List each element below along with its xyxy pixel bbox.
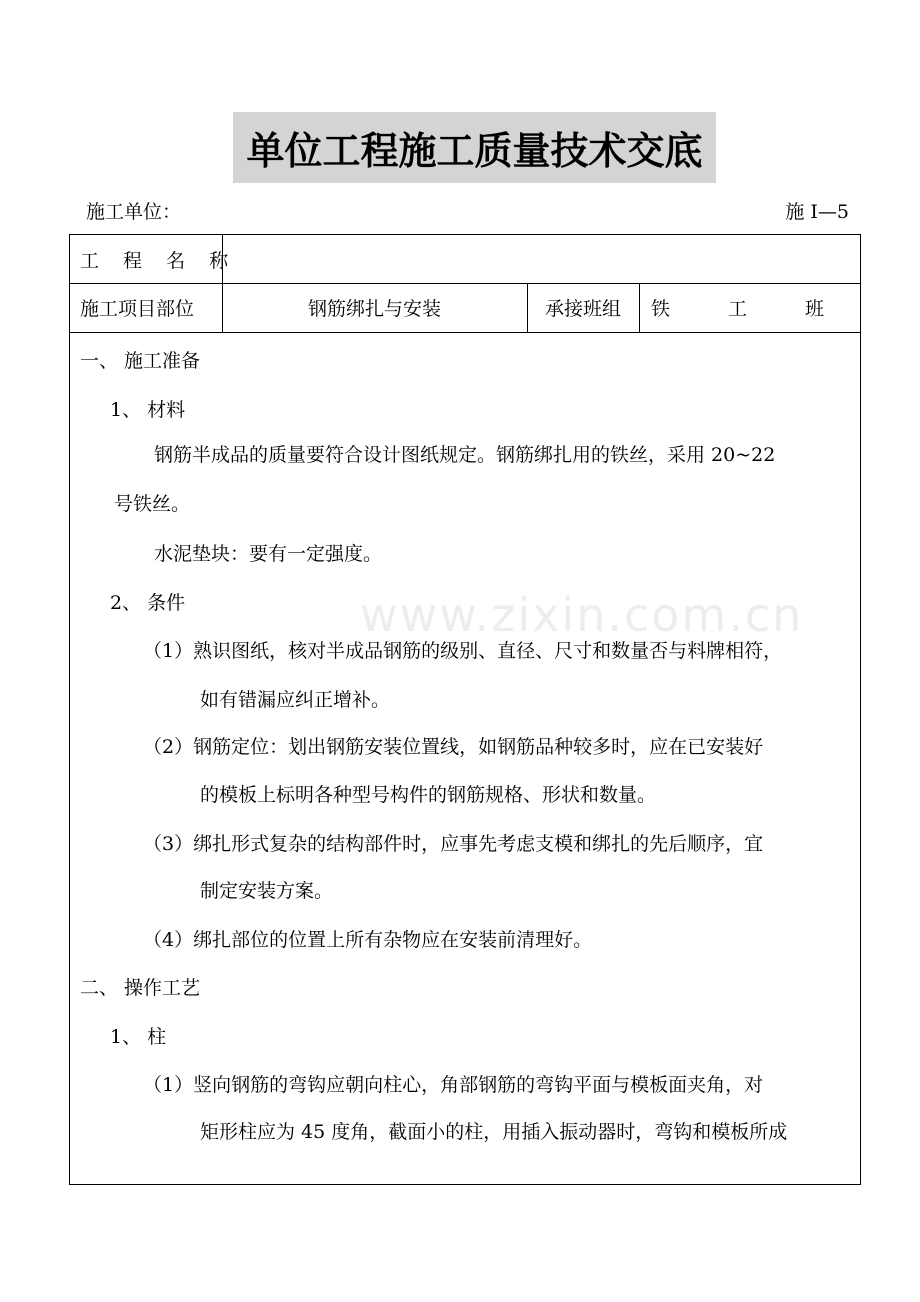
paragraph-line: 钢筋半成品的质量要符合设计图纸规定。钢筋绑扎用的铁丝，采用 20~22 — [154, 444, 776, 466]
list-item: （1）竖向钢筋的弯钩应朝向柱心，角部钢筋的弯钩平面与模板面夹角，对 — [143, 1074, 764, 1096]
project-part-value: 钢筋绑扎与安装 — [307, 298, 441, 320]
list-item-continued: 制定安装方案。 — [200, 880, 334, 902]
form-code: 施 I—5 — [785, 201, 849, 223]
list-item: （1）熟识图纸，核对半成品钢筋的级别、直径、尺寸和数量否与料牌相符， — [143, 640, 783, 662]
paragraph-line: 水泥垫块：要有一定强度。 — [154, 543, 383, 565]
document-title: 单位工程施工质量技术交底 — [246, 129, 703, 173]
construction-unit-label: 施工单位： — [86, 201, 182, 223]
section-heading: 一、 施工准备 — [80, 350, 201, 372]
title-banner — [233, 112, 716, 183]
disclosure-table — [69, 234, 861, 1185]
subsection-heading: 1、 柱 — [110, 1026, 167, 1048]
list-item: （4）绑扎部位的位置上所有杂物应在安装前清理好。 — [143, 929, 593, 951]
watermark: www.zixin.com.cn — [360, 588, 804, 642]
row-divider — [70, 332, 860, 333]
project-name-value[interactable] — [230, 235, 850, 283]
team-value: 铁 工 班 — [650, 298, 851, 320]
list-item-continued: 矩形柱应为 45 度角，截面小的柱，用插入振动器时，弯钩和模板所成 — [200, 1121, 788, 1143]
list-item: （2）钢筋定位：划出钢筋安装位置线，如钢筋品种较多时，应在已安装好 — [143, 736, 764, 758]
subsection-heading: 2、 条件 — [110, 592, 186, 614]
section-heading: 二、 操作工艺 — [80, 977, 201, 999]
team-label: 承接班组 — [544, 298, 621, 320]
paragraph-line: 号铁丝。 — [114, 493, 191, 515]
list-item: （3）绑扎形式复杂的结构部件时，应事先考虑支模和绑扎的先后顺序，宜 — [143, 833, 764, 855]
project-part-label: 施工项目部位 — [80, 298, 195, 320]
list-item-continued: 如有错漏应纠正增补。 — [200, 689, 391, 711]
project-name-label: 工 程 名 称 — [80, 249, 238, 272]
subsection-heading: 1、 材料 — [110, 399, 186, 421]
list-item-continued: 的模板上标明各种型号构件的钢筋规格、形状和数量。 — [200, 784, 657, 806]
